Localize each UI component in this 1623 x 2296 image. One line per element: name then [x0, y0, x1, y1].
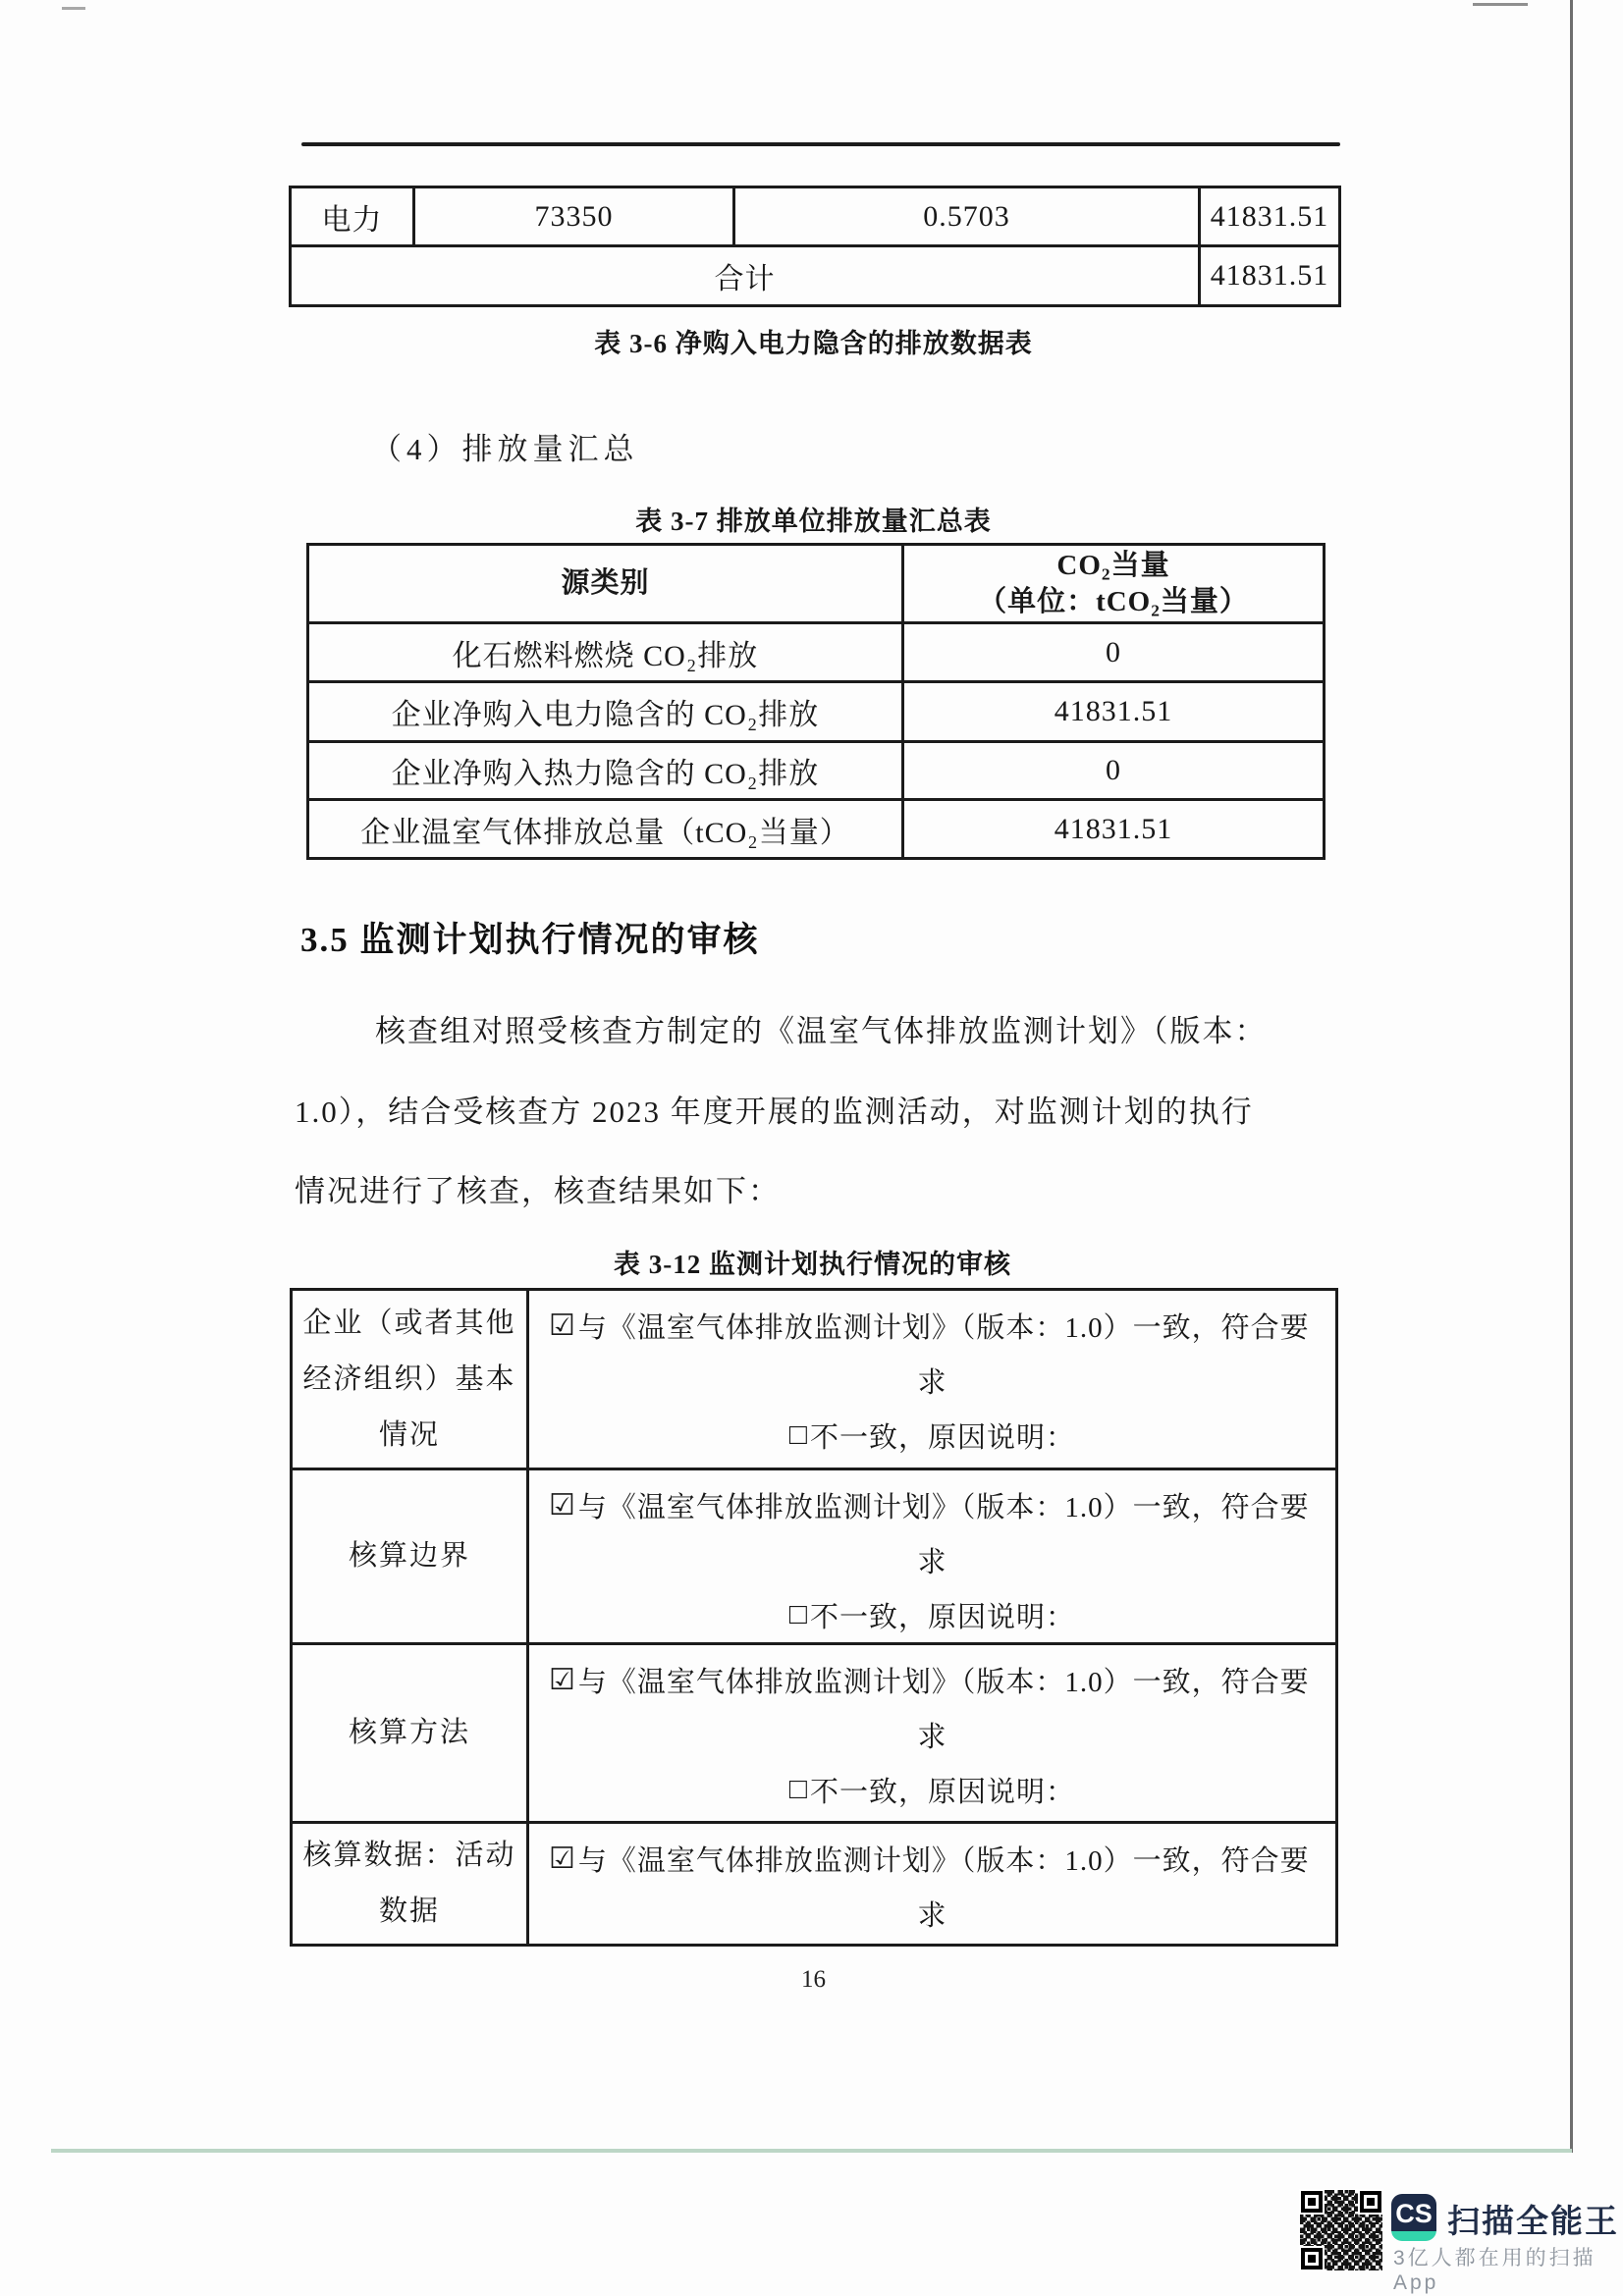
t312-row-body — [528, 1823, 1337, 1946]
table-row — [292, 1469, 1337, 1644]
scan-artifact — [1473, 3, 1528, 6]
disagree-line — [529, 1762, 1335, 1817]
t312-row-label — [292, 1644, 528, 1823]
table-row — [308, 682, 1325, 742]
table-3-7-caption: 表 3-7 排放单位排放量汇总表 — [635, 507, 992, 536]
disagree-text: 不一致，原因说明： — [810, 1601, 1076, 1633]
t37-row-label: 化石燃料燃烧 CO₂排放 — [308, 623, 903, 682]
disagree-text: 不一致，原因说明： — [810, 1421, 1076, 1454]
agree-line — [529, 1477, 1335, 1532]
checkbox-checked-icon: ☑ — [549, 1663, 576, 1696]
scan-page-bottom-edge — [51, 2149, 1572, 2153]
t312-row-label — [292, 1823, 528, 1946]
table-row — [292, 1644, 1337, 1823]
agree-text: 与《温室气体排放监测计划》（版本：1.0）一致，符合要 — [577, 1666, 1310, 1698]
paragraph-line: 核查组对照受核查方制定的《温室气体排放监测计划》（版本： — [375, 1014, 1268, 1048]
label-line: 核算数据：活动 — [302, 1840, 516, 1871]
scan-page-right-edge — [1570, 0, 1573, 2153]
table-header-row — [308, 545, 1325, 623]
agree-line — [529, 1298, 1335, 1353]
label-line: 经济组织）基本 — [302, 1362, 516, 1395]
table-3-12 — [290, 1288, 1338, 1947]
checkbox-unchecked-icon: □ — [788, 1773, 809, 1805]
header-rule — [301, 142, 1340, 146]
t312-row-body — [528, 1290, 1337, 1469]
table-row — [292, 1290, 1337, 1469]
table-row — [292, 1823, 1337, 1946]
table-row — [291, 246, 1340, 306]
t36-cell-factor: 0.5703 — [734, 187, 1200, 246]
t36-cell-emission: 41831.51 — [1200, 187, 1340, 246]
qr-finder-icon — [1301, 2248, 1323, 2269]
disagree-line — [529, 1408, 1335, 1463]
agree-wrap-line: 求 — [917, 1721, 947, 1753]
t37-header-co2-line2: （单位：tCO₂当量） — [978, 585, 1249, 617]
t37-row-label: 企业温室气体排放总量（tCO₂当量） — [308, 800, 903, 859]
t37-header-co2 — [903, 545, 1325, 623]
t36-cell-total-label: 合计 — [291, 246, 1200, 306]
agree-text: 与《温室气体排放监测计划》（版本：1.0）一致，符合要 — [577, 1844, 1310, 1877]
checkbox-unchecked-icon: □ — [788, 1418, 809, 1451]
agree-wrap-line: 求 — [917, 1366, 947, 1399]
checkbox-checked-icon: ☑ — [549, 1308, 576, 1342]
t312-row-body — [528, 1469, 1337, 1644]
t37-row-value: 41831.51 — [903, 800, 1325, 859]
agree-wrap-line: 求 — [917, 1546, 947, 1578]
t312-row-label — [292, 1469, 528, 1644]
t312-row-body — [528, 1644, 1337, 1823]
scan-artifact — [62, 7, 85, 10]
label-line: 数据 — [378, 1896, 440, 1927]
t37-header-co2-line1: CO₂当量 — [1056, 549, 1170, 581]
table-row — [308, 800, 1325, 859]
camscanner-tagline: 3亿人都在用的扫描App — [1393, 2247, 1596, 2294]
checkbox-unchecked-icon: □ — [788, 1598, 809, 1630]
t37-row-label: 企业净购入热力隐含的 CO₂排放 — [308, 742, 903, 800]
t37-row-label: 企业净购入电力隐含的 CO₂排放 — [308, 682, 903, 742]
camscanner-app-name: 扫描全能王 — [1447, 2203, 1619, 2239]
agree-line — [529, 1831, 1335, 1886]
agree-line — [529, 1652, 1335, 1707]
t36-cell-source: 电力 — [291, 187, 414, 246]
t37-row-value: 0 — [903, 742, 1325, 800]
section-3-5-heading: 3.5 监测计划执行情况的审核 — [300, 921, 760, 959]
agree-text: 与《温室气体排放监测计划》（版本：1.0）一致，符合要 — [577, 1311, 1310, 1344]
paragraph-line: 情况进行了核查，核查结果如下： — [295, 1174, 781, 1208]
paragraph-line: 1.0），结合受核查方 2023 年度开展的监测活动，对监测计划的执行 — [295, 1095, 1254, 1129]
checkbox-checked-icon: ☑ — [549, 1842, 576, 1875]
table-row — [308, 623, 1325, 682]
qr-finder-icon — [1301, 2191, 1323, 2213]
table-row — [291, 187, 1340, 246]
label-line: 情况 — [378, 1418, 440, 1451]
section-4-heading: （4）排放量汇总 — [371, 432, 639, 466]
agree-text: 与《温室气体排放监测计划》（版本：1.0）一致，符合要 — [577, 1491, 1310, 1523]
t37-row-value: 0 — [903, 623, 1325, 682]
table-3-12-caption: 表 3-12 监测计划执行情况的审核 — [614, 1250, 1011, 1279]
table-row — [308, 742, 1325, 800]
checkbox-checked-icon: ☑ — [549, 1488, 576, 1522]
agree-wrap-line: 求 — [917, 1899, 947, 1932]
table-3-7 — [306, 543, 1325, 860]
t37-header-source: 源类别 — [308, 545, 903, 623]
label-line: 核算方法 — [348, 1717, 470, 1748]
qr-code — [1299, 2189, 1383, 2271]
t312-row-label — [292, 1290, 528, 1469]
t37-row-value: 41831.51 — [903, 682, 1325, 742]
disagree-text: 不一致，原因说明： — [810, 1776, 1076, 1808]
disagree-line — [529, 1587, 1335, 1642]
t36-cell-activity: 73350 — [414, 187, 734, 246]
camscanner-logo: CS — [1391, 2194, 1436, 2241]
table-3-6-caption: 表 3-6 净购入电力隐含的排放数据表 — [594, 329, 1033, 358]
qr-finder-icon — [1360, 2191, 1381, 2213]
page-number: 16 — [801, 1966, 826, 1993]
table-3-6 — [289, 186, 1341, 307]
label-line: 核算边界 — [348, 1540, 470, 1572]
t36-cell-total-value: 41831.51 — [1200, 246, 1340, 306]
label-line: 企业（或者其他 — [302, 1307, 516, 1339]
